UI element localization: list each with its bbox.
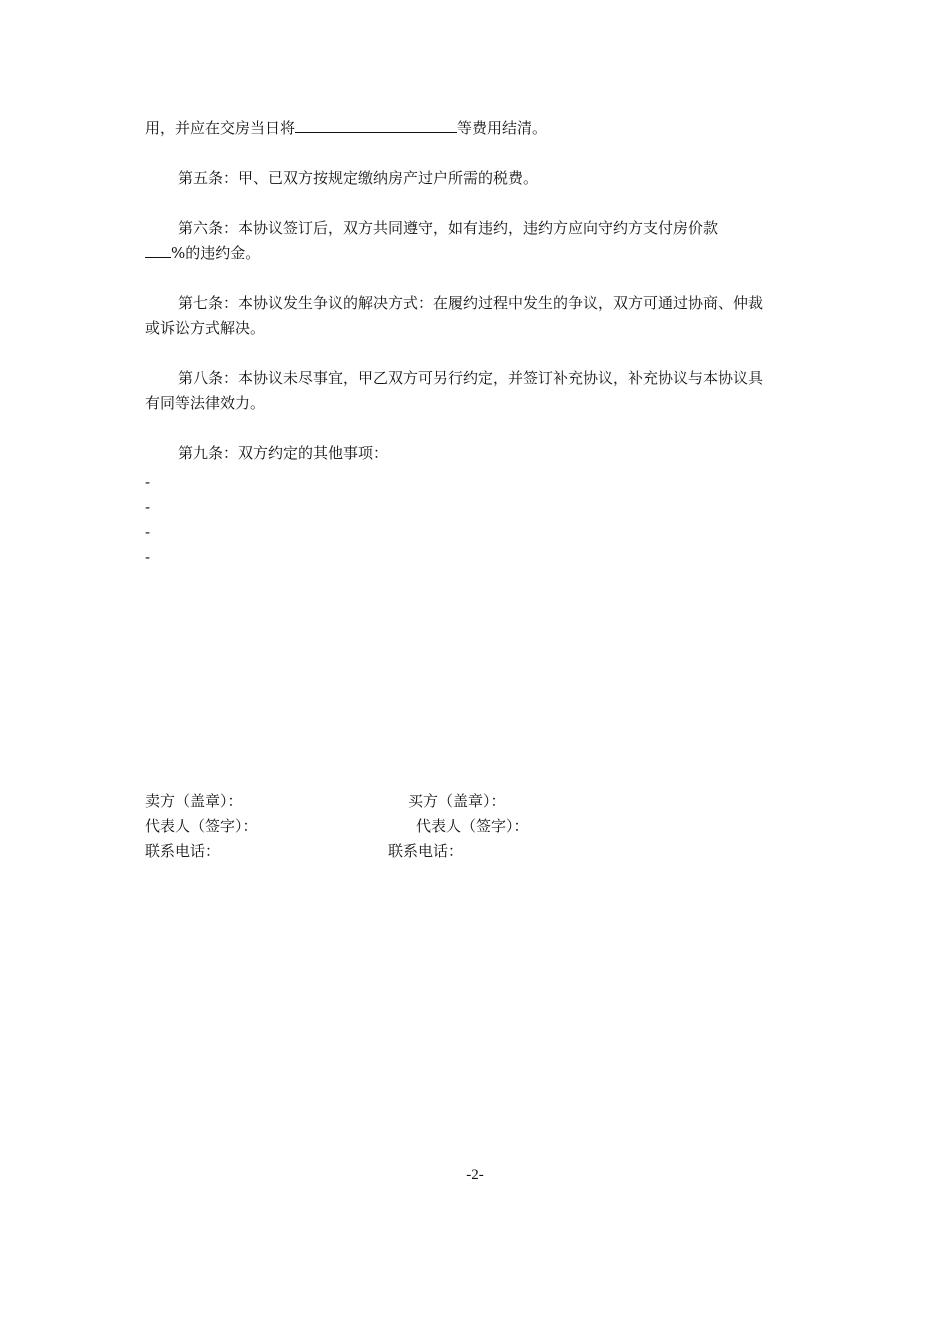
- other-item: -: [145, 473, 151, 491]
- clause7-line2: 或诉讼方式解决。: [145, 319, 266, 337]
- clause4-tail-before: 用，并应在交房当日将: [145, 119, 296, 137]
- clause7-line1: 第七条：本协议发生争议的解决方式：在履约过程中发生的争议，双方可通过协商、仲裁: [178, 294, 764, 312]
- clause4-tail: [145, 116, 547, 141]
- seller-seal-label: 卖方（盖章）：: [145, 792, 243, 810]
- seller-rep-label: 代表人（签字）：: [145, 817, 258, 835]
- clause6-line2: [145, 241, 260, 266]
- other-item: -: [145, 523, 151, 541]
- buyer-rep-label: 代表人（签字）：: [416, 817, 529, 835]
- clause6-line2-text: %的违约金。: [171, 244, 261, 262]
- other-item: -: [145, 498, 151, 516]
- clause4-tail-after: 等费用结清。: [457, 119, 548, 137]
- seller-phone-label: 联系电话：: [145, 842, 221, 860]
- clause8-line1: 第八条：本协议未尽事宜，甲乙双方可另行约定，并签订补充协议，补充协议与本协议具: [178, 369, 764, 387]
- buyer-seal-label: 买方（盖章）：: [408, 792, 506, 810]
- clause8-line2: 有同等法律效力。: [145, 394, 266, 412]
- penalty-percent-blank: [145, 241, 171, 258]
- handover-fee-blank: [295, 116, 457, 133]
- page-number: -2-: [466, 1167, 484, 1183]
- other-item: -: [145, 548, 151, 566]
- clause9: 第九条：双方约定的其他事项：: [178, 444, 389, 462]
- clause5: 第五条：甲、已双方按规定缴纳房产过户所需的税费。: [178, 169, 539, 187]
- buyer-phone-label: 联系电话：: [388, 842, 464, 860]
- clause6-line1: 第六条：本协议签订后，双方共同遵守，如有违约，违约方应向守约方支付房价款: [178, 219, 719, 237]
